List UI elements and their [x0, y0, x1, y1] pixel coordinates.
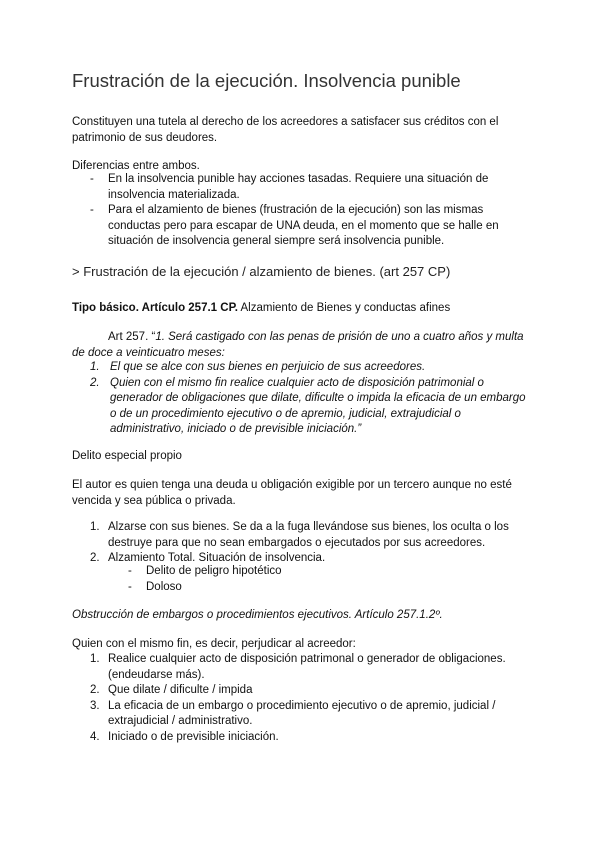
list-number: 1.	[90, 521, 100, 533]
list-item	[128, 564, 428, 580]
list-item-text: Doloso	[146, 580, 182, 593]
list-number: 4.	[90, 730, 100, 743]
list-item-text: Quien con el mismo fin realice cualquier acto de disposición patrimonial o generador de obligaciones que dilate, dificulte o impida la eficacia de un embargo o de un procedimiento ejecutivo o de apremio, judicial, extrajudicial o administrativo, iniciado o de previsible iniciación.”	[110, 376, 526, 435]
bullet-dash: -	[90, 204, 94, 216]
list-item	[90, 520, 510, 551]
obstruccion-heading: Obstrucción de embargos o procedimientos ejecutivos. Artículo 257.1.2º.	[72, 609, 443, 621]
list-number: 2.	[90, 684, 100, 696]
tipo-basico-label: Tipo básico. Artículo 257.1 CP.	[72, 302, 238, 314]
list-item	[90, 360, 530, 376]
list-item-text: Que dilate / dificulte / impida	[108, 684, 253, 696]
article-intro-italic: 1. Será castigado con las penas de prisión de uno a cuatro años y multa de doce a veinticuatro meses:	[72, 331, 524, 359]
list-number: 3.	[90, 699, 100, 712]
list-item	[90, 203, 510, 250]
quien-list	[90, 652, 510, 745]
list-item	[90, 652, 510, 683]
list-number: 1.	[90, 653, 100, 665]
article-intro-plain: Art 257. “	[108, 331, 156, 343]
bullet-dash: -	[128, 580, 132, 593]
tipo-basico-paragraph	[72, 300, 552, 316]
list-item	[90, 172, 510, 203]
alzarse-sublist	[128, 564, 428, 595]
list-number: 2.	[90, 376, 100, 389]
list-item-text: La eficacia de un embargo o procedimiento ejecutivo o de apremio, judicial / extrajudicial / administrativo.	[108, 699, 496, 727]
list-number: 2.	[90, 552, 100, 564]
list-item	[90, 699, 510, 730]
list-item-text: El que se alce con sus bienes en perjuicio de sus acreedores.	[110, 361, 426, 373]
bullet-dash: -	[90, 173, 94, 185]
alzarse-list	[90, 520, 510, 567]
list-item-text: Iniciado o de previsible iniciación.	[108, 730, 279, 743]
list-number: 1.	[90, 361, 100, 373]
list-item	[90, 730, 510, 746]
bullet-dash: -	[128, 565, 132, 577]
list-item	[90, 376, 530, 438]
intro-paragraph: Constituyen una tutela al derecho de los acreedores a satisfacer sus créditos con el patrimonio de sus deudores.	[72, 116, 499, 144]
delito-paragraph: Delito especial propio	[72, 450, 182, 462]
list-item-text: Alzarse con sus bienes. Se da a la fuga llevándose sus bienes, los oculta o los destruye para que no sean embargados o ejecutados por sus acreedores.	[108, 521, 509, 549]
page-title: Frustración de la ejecución. Insolvencia punible	[72, 70, 461, 91]
list-item-text: Delito de peligro hipotético	[146, 565, 282, 577]
tipo-basico-text: Alzamiento de Bienes y conductas afines	[240, 302, 451, 314]
differences-heading: Diferencias entre ambos.	[72, 160, 200, 172]
differences-list	[90, 172, 510, 250]
autor-paragraph: El autor es quien tenga una deuda u obligación exigible por un tercero aunque no esté vencida y sea pública o privada.	[72, 479, 512, 507]
list-item-text: En la insolvencia punible hay acciones tasadas. Requiere una situación de insolvencia materializada.	[108, 173, 489, 201]
article-list	[90, 360, 530, 438]
list-item-text: Alzamiento Total. Situación de insolvencia.	[108, 552, 326, 564]
article-intro	[72, 329, 532, 361]
list-item-text: Para el alzamiento de bienes (frustración de la ejecución) son las mismas conductas pero para escapar de UNA deuda, en el momento que se halle en situación de insolvencia general siempre será insolvencia punible.	[108, 204, 499, 247]
quien-heading: Quien con el mismo fin, es decir, perjudicar al acreedor:	[72, 638, 356, 650]
section-subheading: > Frustración de la ejecución / alzamiento de bienes. (art 257 CP)	[72, 264, 451, 279]
list-item	[90, 683, 510, 699]
list-item	[128, 580, 428, 596]
list-item-text: Realice cualquier acto de disposición patrimonal o generador de obligaciones. (endeudarse más).	[108, 653, 506, 681]
